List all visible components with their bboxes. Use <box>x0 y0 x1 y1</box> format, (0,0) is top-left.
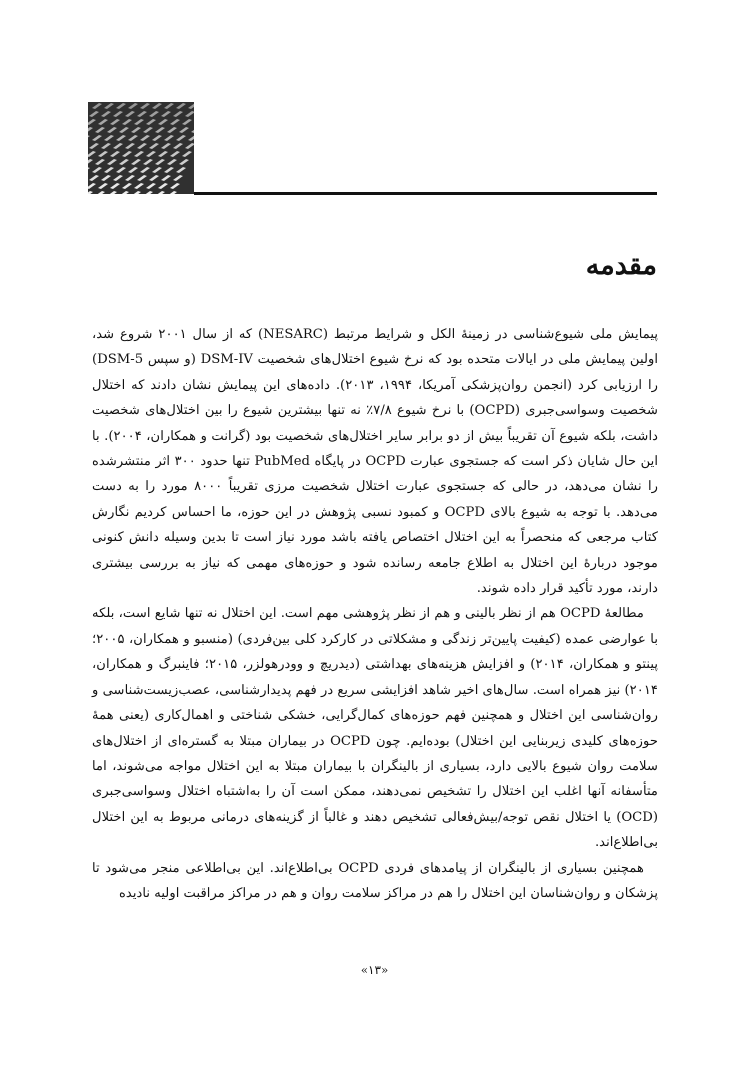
body-text <box>92 322 658 906</box>
paragraph: همچنین بسیاری از بالینگران از پیامدهای فردی OCPD بی‌اطلاع‌اند. این بی‌اطلاعی منجر می‌شود تا پزشکان و روان‌شناسان این اختلال را هم در مراکز سلامت روان و هم در مراکز مراقبت اولیه نادیده <box>92 860 658 901</box>
page-number: «۱۳» <box>360 963 389 977</box>
paragraph: مطالعهٔ OCPD هم از نظر بالینی و هم از نظر پژوهشی مهم است. این اختلال نه تنها شایع است، بلکه با عوارضی عمده (کیفیت پایین‌تر زندگی و مشکلاتی در کارکرد کلی بین‌فردی) (منسبو و همکاران، ۲۰۰۵؛ پینتو و همکاران، ۲۰۱۴) و افزایش هزینه‌های بهداشتی (دیدریچ و وودرهولزر، ۲۰۱۵؛ فاینبرگ و همکاران، ۲۰۱۴) نیز همراه است. سال‌های اخیر شاهد افزایشی سریع در فهم پدیدارشناسی، عصب‌زیست‌شناسی و روان‌شناسی این اختلال و همچنین فهم حوزه‌های کمال‌گرایی، خشکی شناختی و اهمال‌کاری (یعنی همهٔ حوزه‌های کلیدی زیربنایی این اختلال) بوده‌ایم. چون OCPD در بیماران مبتلا به گستره‌ای از اختلال‌های سلامت روان شیوع بالایی دارد، بسیاری از بالینگران با بیماران مبتلا به این اختلال مواجه می‌شوند، اما متأسفانه آنها اغلب این اختلال را تشخیص نمی‌دهند، ممکن است آن را به‌اشتباه اختلال وسواسی‌جبری (OCD) یا اختلال نقص توجه/بیش‌فعالی تشخیص دهند و غالباً از گزینه‌های درمانی مربوط به این اختلال بی‌اطلاع‌اند. <box>92 606 658 851</box>
chapter-header-image <box>88 102 194 194</box>
chapter-title: مقدمه <box>585 250 657 281</box>
perforated-grid-decoration <box>88 102 194 194</box>
header-rule <box>194 192 657 195</box>
paragraph: پیمایش ملی شیوع‌شناسی در زمینهٔ الکل و شرایط مرتبط (NESARC) که از سال ۲۰۰۱ شروع شد، اولین پیمایش ملی در ایالات متحده بود که نرخ شیوع اختلال‌های شخصیت DSM-IV (و سپس DSM-5) را ارزیابی کرد (انجمن روان‌پزشکی آمریکا، ۱۹۹۴، ۲۰۱۳). داده‌های این پیمایش نشان دادند که اختلال شخصیت وسواسی‌جبری (OCPD) با نرخ شیوع ۷/۸٪ نه تنها بیشترین شیوع را بین اختلال‌های شخصیت داشت، بلکه شیوع آن تقریباً بیش از دو برابر سایر اختلال‌های شخصیت بود (گرانت و همکاران، ۲۰۰۴). با این حال شایان ذکر است که جستجوی عبارت OCPD در پایگاه PubMed تنها حدود ۳۰۰ اثر منتشرشده را نشان می‌دهد، در حالی که جستجوی عبارت اختلال شخصیت مرزی تقریباً ۸۰۰۰ مورد را به دست می‌دهد. با توجه به شیوع بالای OCPD و کمبود نسبی پژوهش در این حوزه، ما احساس کردیم نگارش کتاب مرجعی که منحصراً به این اختلال اختصاص یافته باشد مورد نیاز است تا بدین وسیله دانش کنونی موجود دربارهٔ این اختلال به اطلاع جامعه رسانده شود و حوزه‌های مهمی که نیاز به بررسی بیشتری دارند، مورد تأکید قرار داده شوند. <box>92 327 659 597</box>
